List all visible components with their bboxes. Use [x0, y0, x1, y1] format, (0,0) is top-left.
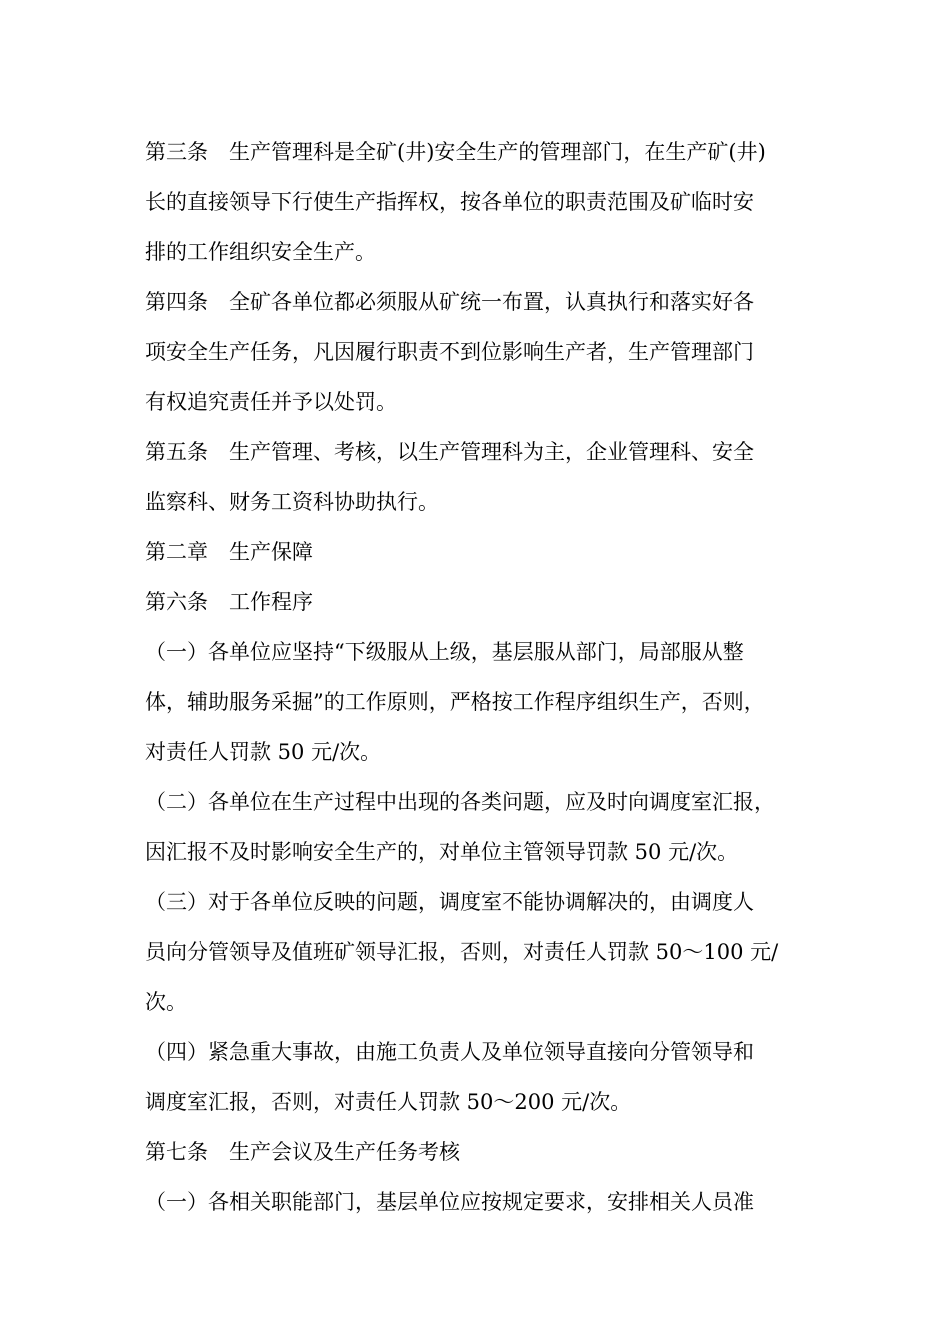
article-4-line-3: 有权追究责任并予以处罚。 [145, 390, 397, 414]
article-6-item-1-line-3: 对责任人罚款 50 元/次。 [145, 740, 382, 764]
article-6-item-3-line-3: 次。 [145, 990, 187, 1014]
document-body [145, 130, 835, 1230]
article-6-item-3-line-1: （三）对于各单位反映的问题，调度室不能协调解决的，由调度人 [145, 890, 754, 914]
article-6-item-2-line-1: （二）各单位在生产过程中出现的各类问题，应及时向调度室汇报， [145, 790, 775, 814]
article-3-line-1: 第三条 生产管理科是全矿(井)安全生产的管理部门，在生产矿(井) [145, 140, 766, 164]
article-4-line-2: 项安全生产任务，凡因履行职责不到位影响生产者，生产管理部门 [145, 340, 754, 364]
article-6-heading: 第六条 工作程序 [145, 590, 313, 614]
article-5-line-2: 监察科、财务工资科协助执行。 [145, 490, 439, 514]
article-6-item-3-line-2: 员向分管领导及值班矿领导汇报，否则，对责任人罚款 50～100 元/ [145, 940, 779, 964]
article-7-heading: 第七条 生产会议及生产任务考核 [145, 1140, 460, 1164]
article-7-item-1-line-1: （一）各相关职能部门，基层单位应按规定要求，安排相关人员准 [145, 1190, 754, 1214]
article-6-item-4-line-1: （四）紧急重大事故，由施工负责人及单位领导直接向分管领导和 [145, 1040, 754, 1064]
article-5-line-1: 第五条 生产管理、考核，以生产管理科为主，企业管理科、安全 [145, 440, 754, 464]
article-6-item-2-line-2: 因汇报不及时影响安全生产的，对单位主管领导罚款 50 元/次。 [145, 840, 739, 864]
article-6-item-1-line-1: （一）各单位应坚持“下级服从上级，基层服从部门，局部服从整 [145, 640, 744, 664]
article-6-item-1-line-2: 体，辅助服务采掘”的工作原则，严格按工作程序组织生产，否则， [145, 690, 765, 714]
article-6-item-4-line-2: 调度室汇报，否则，对责任人罚款 50～200 元/次。 [145, 1090, 632, 1114]
article-4-line-1: 第四条 全矿各单位都必须服从矿统一布置，认真执行和落实好各 [145, 290, 754, 314]
article-3-line-3: 排的工作组织安全生产。 [145, 240, 376, 264]
chapter-2-heading: 第二章 生产保障 [145, 540, 313, 564]
article-3-line-2: 长的直接领导下行使生产指挥权，按各单位的职责范围及矿临时安 [145, 190, 754, 214]
